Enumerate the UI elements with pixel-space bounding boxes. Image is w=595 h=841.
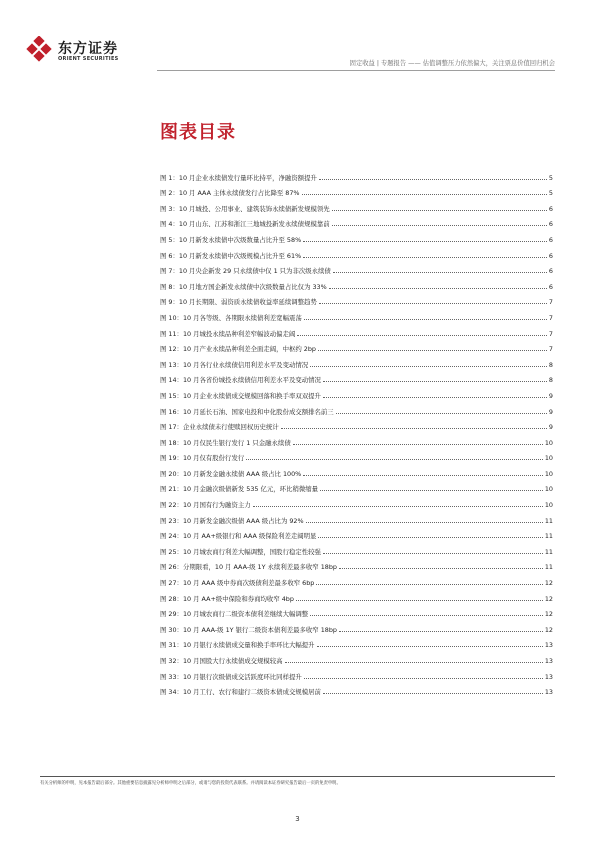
- toc-entry[interactable]: [160, 462, 553, 478]
- toc-entry-label[interactable]: 图 25：10 月城农商行利差大幅调整，国股行稳定性较强: [160, 547, 321, 556]
- dot-leader: [318, 350, 547, 351]
- dot-leader: [304, 319, 547, 320]
- dot-leader: [246, 459, 543, 460]
- dot-leader: [253, 506, 543, 507]
- toc-entry-page[interactable]: 9: [548, 407, 553, 416]
- toc-entry-page[interactable]: 11: [544, 516, 553, 525]
- dot-leader: [297, 335, 547, 336]
- toc-entry-label[interactable]: 图 28：10 月 AA+级中保险和券商均收窄 4bp: [160, 594, 294, 603]
- dot-leader: [332, 225, 547, 226]
- toc-entry-page[interactable]: 6: [548, 251, 553, 260]
- toc-entry[interactable]: [160, 618, 553, 634]
- toc-entry-page[interactable]: 12: [544, 610, 553, 619]
- toc-entry-page[interactable]: 6: [548, 220, 553, 229]
- dot-leader: [332, 210, 547, 211]
- toc-entry[interactable]: [160, 431, 553, 447]
- toc-entry-label[interactable]: 图 16：10 月延长石油、国家电投和中化股份成交额排名前三: [160, 407, 334, 416]
- dot-leader: [302, 194, 547, 195]
- toc-entry-page[interactable]: 8: [548, 376, 553, 385]
- toc-entry-page[interactable]: 13: [544, 641, 553, 650]
- toc-entry-page[interactable]: 13: [544, 672, 553, 681]
- toc-entry-page[interactable]: 7: [548, 313, 553, 322]
- dot-leader: [296, 600, 543, 601]
- toc-entry-page[interactable]: 5: [548, 173, 553, 182]
- dot-leader: [339, 568, 543, 569]
- toc-entry-label[interactable]: 图 14：10 月各省份城投永续债信用利差水平及变动情况: [160, 376, 321, 385]
- toc-entry[interactable]: [160, 166, 553, 182]
- dot-leader: [303, 475, 543, 476]
- toc-entry[interactable]: [160, 197, 553, 213]
- toc-entry[interactable]: [160, 556, 553, 572]
- toc-entry[interactable]: [160, 369, 553, 385]
- toc-entry[interactable]: [160, 681, 553, 697]
- toc-entry[interactable]: [160, 478, 553, 494]
- toc-entry-page[interactable]: 11: [544, 532, 553, 541]
- dot-leader: [319, 303, 547, 304]
- toc-entry[interactable]: [160, 525, 553, 541]
- dot-leader: [333, 272, 547, 273]
- toc-entry-page[interactable]: 10: [544, 485, 553, 494]
- dot-leader: [323, 693, 543, 694]
- toc-entry[interactable]: [160, 540, 553, 556]
- toc-entry-page[interactable]: 7: [548, 298, 553, 307]
- toc-entry[interactable]: [160, 634, 553, 650]
- toc-entry[interactable]: [160, 587, 553, 603]
- toc-entry-label[interactable]: 图 1：10 月企业永续债发行量环比持平，净融资额提升: [160, 173, 317, 182]
- toc-entry-page[interactable]: 9: [548, 391, 553, 400]
- dot-leader: [304, 678, 543, 679]
- dot-leader: [303, 257, 547, 258]
- dot-leader: [339, 631, 543, 632]
- toc-entry[interactable]: [160, 182, 553, 198]
- toc-entry-label[interactable]: 图 22：10 月国有行为融资主力: [160, 501, 251, 510]
- toc-entry-page[interactable]: 10: [544, 469, 553, 478]
- toc-entry-label[interactable]: 图 17：企业永续债未行使赎回权历史统计: [160, 423, 279, 432]
- toc-entry-label[interactable]: 图 30：10 月 AAA-级 1Y 银行二级资本债利差最多收窄 18bp: [160, 625, 337, 634]
- toc-entry-label[interactable]: 图 7：10 月央企新发 29 只永续债中仅 1 只为非次级永续债: [160, 267, 331, 276]
- toc-entry-label[interactable]: 图 11：10 月城投永续品种利差窄幅波动偏走阔: [160, 329, 296, 338]
- disclaimer-text: 有关分析师的申明，见本报告最后部分。其他重要信息披露见分析师申明之后部分，或请与您的投资代表联系。并请阅读本证券研究报告最后一页的免责申明。: [40, 781, 341, 786]
- toc-entry[interactable]: [160, 400, 553, 416]
- header-divider: [157, 70, 555, 71]
- toc-entry-label[interactable]: 图 27：10 月 AAA 级中券商次级债利差最多收窄 6bp: [160, 579, 315, 588]
- toc-entry-page[interactable]: 9: [548, 423, 553, 432]
- toc-entry[interactable]: [160, 509, 553, 525]
- orient-logo-icon: [26, 36, 52, 62]
- dot-leader: [329, 288, 547, 289]
- dot-leader: [320, 490, 543, 491]
- dot-leader: [293, 444, 543, 445]
- toc-entry-label[interactable]: 图 31：10 月银行永续债成交量和换手率环比大幅提升: [160, 641, 315, 650]
- dot-leader: [323, 553, 543, 554]
- toc-entry-label[interactable]: 图 19：10 月仅有股份行发行: [160, 454, 245, 463]
- page-header: [0, 0, 595, 72]
- dot-leader: [310, 615, 543, 616]
- dot-leader: [306, 522, 543, 523]
- toc-heading: 图表目录: [160, 122, 236, 143]
- toc-entry[interactable]: [160, 603, 553, 619]
- toc-entry-label[interactable]: 图 3：10 月城投、公用事业、建筑装饰永续债新发规模领先: [160, 204, 330, 213]
- toc-entry[interactable]: [160, 493, 553, 509]
- toc-entry-label[interactable]: 图 5：10 月新发永续债中次级数量占比升至 58%: [160, 235, 302, 244]
- toc-entry[interactable]: [160, 213, 553, 229]
- toc-entry[interactable]: [160, 649, 553, 665]
- toc-entry[interactable]: [160, 291, 553, 307]
- toc-entry-page[interactable]: 11: [544, 547, 553, 556]
- toc-entry-label[interactable]: 图 34：10 月工行、农行和建行二级资本债成交规模居前: [160, 688, 321, 697]
- toc-entry-label[interactable]: 图 32：10 月国股大行永续债成交规模较高: [160, 657, 283, 665]
- dot-leader: [318, 537, 542, 538]
- toc-entry-page[interactable]: 7: [548, 345, 553, 354]
- logo-english-name: ORIENT SECURITIES: [58, 56, 119, 62]
- toc-entry-page[interactable]: 12: [544, 579, 553, 588]
- page-number: 3: [295, 815, 300, 823]
- dot-leader: [285, 662, 543, 663]
- dot-leader: [323, 381, 547, 382]
- toc-entry-label[interactable]: 图 12：10 月产业永续品种利差全面走阔，中枢约 2bp: [160, 345, 316, 354]
- toc-entry[interactable]: [160, 260, 553, 276]
- dot-leader: [310, 366, 547, 367]
- dot-leader: [303, 241, 547, 242]
- toc-entry[interactable]: [160, 338, 553, 354]
- toc-entry-page[interactable]: 6: [548, 267, 553, 276]
- toc-entry[interactable]: [160, 571, 553, 587]
- toc-entry-label[interactable]: 图 23：10 月新发金融次级债 AAA 级占比为 92%: [160, 516, 304, 525]
- toc-entry[interactable]: [160, 353, 553, 369]
- company-logo: [26, 36, 136, 68]
- toc-entry-label[interactable]: 图 20：10 月新发金融永续债 AAA 级占比 100%: [160, 469, 302, 478]
- toc-entry-label[interactable]: 图 9：10 月长期限、弱资质永续债收益率延续调整趋势: [160, 298, 317, 307]
- toc-entry[interactable]: [160, 322, 553, 338]
- toc-entry-label[interactable]: 图 29：10 月城农商行二级资本债利差继续大幅调整: [160, 610, 309, 619]
- toc-entry-page[interactable]: 6: [548, 235, 553, 244]
- footer-divider: [40, 776, 555, 777]
- toc-entry-page[interactable]: 6: [548, 204, 553, 213]
- logo-chinese-name: 东方证券: [58, 41, 118, 57]
- dot-leader: [316, 584, 543, 585]
- toc-entry[interactable]: [160, 384, 553, 400]
- toc-entry[interactable]: [160, 244, 553, 260]
- toc-entry-label[interactable]: 图 33：10 月银行次级债成交活跃度环比同样提升: [160, 672, 302, 681]
- toc-entry[interactable]: [160, 228, 553, 244]
- toc-entry-page[interactable]: 8: [548, 360, 553, 369]
- toc-entry[interactable]: [160, 416, 553, 432]
- toc-entry-page[interactable]: 10: [544, 454, 553, 463]
- toc-entry-page[interactable]: 11: [544, 563, 553, 572]
- toc-entry[interactable]: [160, 275, 553, 291]
- toc-entry-label[interactable]: 图 21：10 月金融次级债新发 535 亿元，环比稍微缩量: [160, 485, 319, 494]
- toc-entry-page[interactable]: 12: [544, 594, 553, 603]
- toc-entry-label[interactable]: 图 4：10 月山东、江苏和浙江三地城投新发永续债规模靠前: [160, 220, 330, 229]
- figure-index-list: [160, 166, 553, 696]
- report-title: 固定收益 | 专题报告 —— 估值调整压力依然偏大，关注票息价值回归机会: [349, 60, 555, 67]
- toc-entry-page[interactable]: 10: [544, 438, 553, 447]
- toc-entry-page[interactable]: 12: [544, 625, 553, 634]
- toc-entry-label[interactable]: 图 26：分期限看，10 月 AAA-级 1Y 永续利差最多收窄 18bp: [160, 563, 337, 572]
- toc-entry-label[interactable]: 图 6：10 月新发永续债中次级规模占比升至 61%: [160, 251, 302, 260]
- toc-entry-label[interactable]: 图 10：10 月各等级、各期限永续债利差宽幅震荡: [160, 313, 302, 322]
- dot-leader: [317, 646, 543, 647]
- toc-entry-page[interactable]: 6: [548, 282, 553, 291]
- toc-entry-label[interactable]: 图 15：10 月企业永续债成交规模回落和换手率双双提升: [160, 391, 321, 400]
- toc-entry-page[interactable]: 13: [544, 657, 553, 665]
- toc-entry-label[interactable]: 图 13：10 月各行业永续债信用利差水平及变动情况: [160, 360, 309, 369]
- toc-entry-page[interactable]: 13: [544, 688, 553, 697]
- dot-leader: [336, 413, 547, 414]
- dot-leader: [323, 397, 547, 398]
- dot-leader: [281, 428, 547, 429]
- toc-entry-label[interactable]: 图 24：10 月 AA+级银行和 AAA 级保险利差走阔明显: [160, 532, 317, 541]
- toc-entry-label[interactable]: 图 8：10 月地方国企新发永续债中次级数量占比仅为 33%: [160, 282, 327, 291]
- toc-entry-page[interactable]: 7: [548, 329, 553, 338]
- toc-entry-label[interactable]: 图 18：10 月仅民生银行发行 1 只金融永续债: [160, 438, 291, 447]
- toc-entry-label[interactable]: 图 2：10 月 AAA 主体永续债发行占比降至 87%: [160, 189, 300, 198]
- toc-entry[interactable]: [160, 306, 553, 322]
- dot-leader: [319, 179, 547, 180]
- toc-entry[interactable]: [160, 447, 553, 463]
- toc-entry[interactable]: [160, 665, 553, 681]
- toc-entry-page[interactable]: 5: [548, 189, 553, 198]
- toc-entry-page[interactable]: 10: [544, 501, 553, 510]
